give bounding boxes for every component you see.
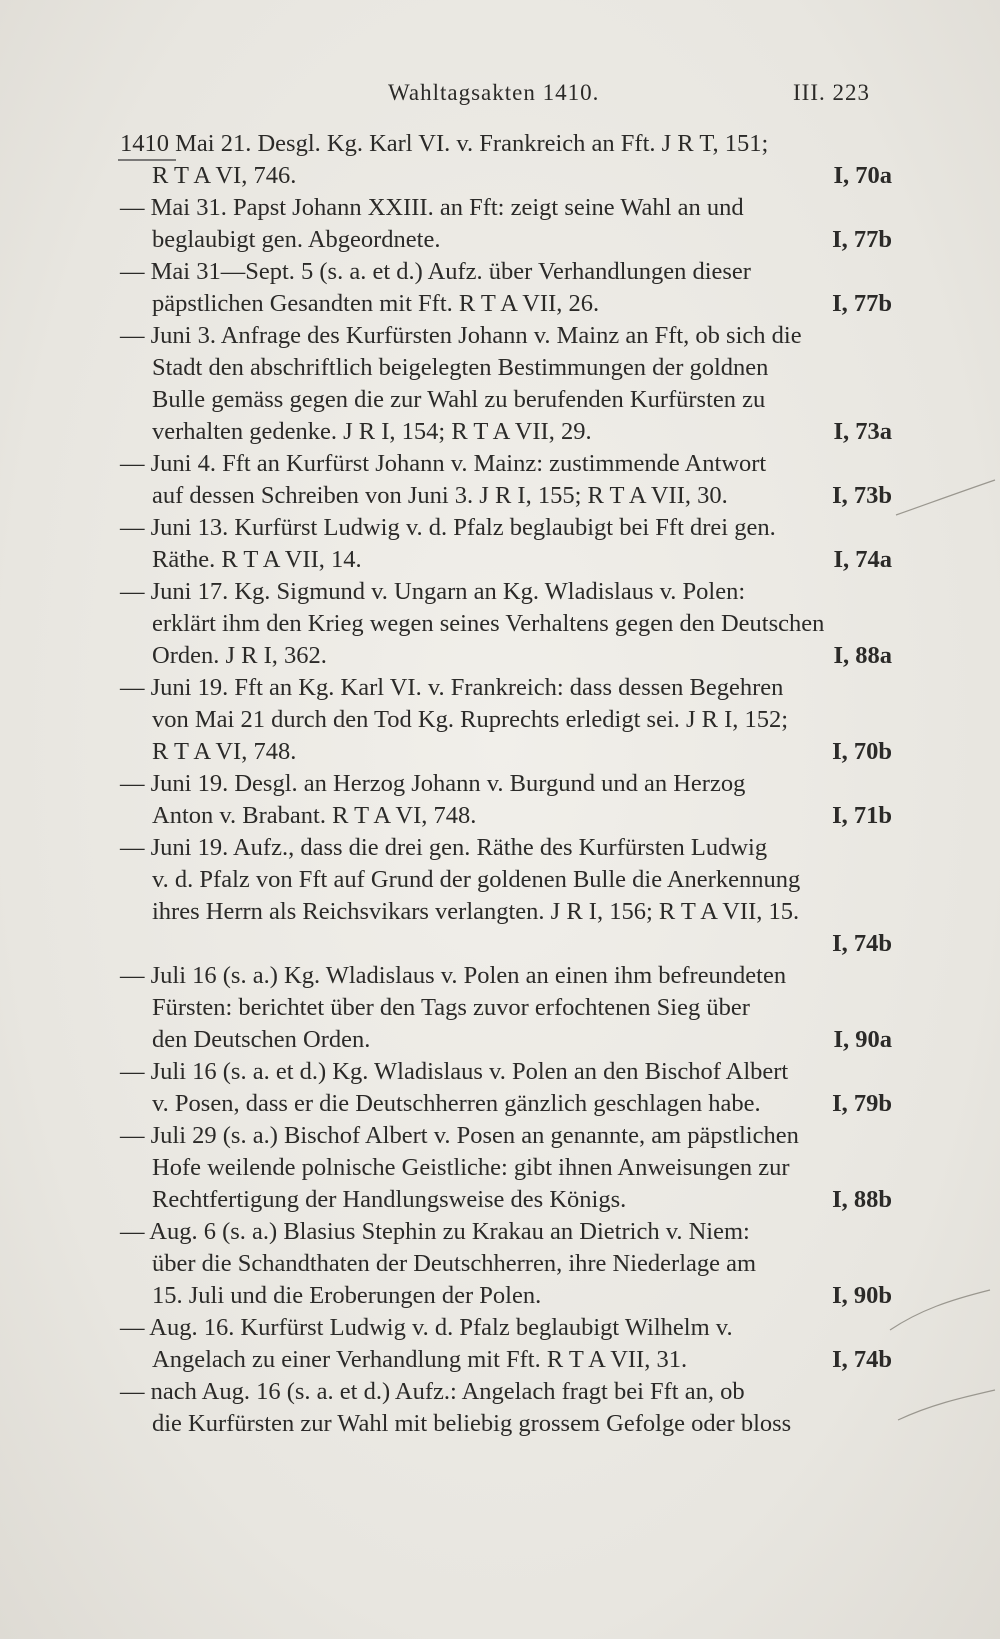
pencil-stroke (896, 480, 995, 515)
folio-reference: I, 74b (832, 930, 892, 957)
entry-continuation-line (120, 160, 900, 192)
entry-continuation-line (120, 1184, 900, 1216)
entry-text: — Juni 17. Kg. Sigmund v. Ungarn an Kg. Wladislaus v. Polen: (120, 578, 746, 605)
folio-reference: I, 79b (832, 1090, 892, 1117)
entry-continuation-line (120, 384, 900, 416)
entry-continuation-line (120, 896, 900, 928)
folio-reference: I, 70a (833, 162, 892, 189)
entry-first-line (120, 512, 900, 544)
calendar-entry (120, 960, 900, 1056)
entry-text: 15. Juli und die Eroberungen der Polen. (152, 1282, 542, 1309)
entry-text: — Mai 31—Sept. 5 (s. a. et d.) Aufz. über Verhandlungen dieser (120, 258, 751, 285)
calendar-entry (120, 768, 900, 832)
entry-text: v. d. Pfalz von Fft auf Grund der goldenen Bulle die Anerkennung (152, 866, 801, 893)
entry-text: v. Posen, dass er die Deutschherren gänzlich geschlagen habe. (152, 1090, 761, 1117)
folio-reference: I, 74b (832, 1346, 892, 1373)
entry-continuation-line (120, 1152, 900, 1184)
entry-first-line (120, 1312, 900, 1344)
entry-continuation-line (120, 1248, 900, 1280)
entry-text: Stadt den abschriftlich beigelegten Bestimmungen der goldnen (152, 354, 769, 381)
calendar-entry (120, 832, 900, 960)
entry-text: — Aug. 6 (s. a.) Blasius Stephin zu Krakau an Dietrich v. Niem: (120, 1218, 750, 1245)
entry-first-line (120, 832, 900, 864)
entry-text: R T A VI, 748. (152, 738, 297, 765)
entry-continuation-line (120, 736, 900, 768)
folio-reference: I, 71b (832, 802, 892, 829)
entry-continuation-line (120, 288, 900, 320)
entry-first-line (120, 576, 900, 608)
entry-continuation-line (120, 224, 900, 256)
entry-continuation-line (120, 800, 900, 832)
entry-text: — nach Aug. 16 (s. a. et d.) Aufz.: Angelach fragt bei Fft an, ob (120, 1378, 745, 1405)
entry-text: auf dessen Schreiben von Juni 3. J R I, 155; R T A VII, 30. (152, 482, 728, 509)
calendar-entry (120, 448, 900, 512)
entry-text: erklärt ihm den Krieg wegen seines Verhaltens gegen den Deutschen (152, 610, 825, 637)
folio-reference: I, 88a (833, 642, 892, 669)
entry-continuation-line (120, 352, 900, 384)
entry-first-line (120, 1216, 900, 1248)
entry-text: — Aug. 16. Kurfürst Ludwig v. d. Pfalz beglaubigt Wilhelm v. (120, 1314, 733, 1341)
entry-first-line (120, 672, 900, 704)
calendar-entry (120, 1120, 900, 1216)
entry-continuation-line (120, 480, 900, 512)
entry-text: Orden. J R I, 362. (152, 642, 327, 669)
calendar-entry (120, 320, 900, 448)
calendar-entry (120, 1056, 900, 1120)
entry-text: R T A VI, 746. (152, 162, 297, 189)
entry-text: — Juni 19. Desgl. an Herzog Johann v. Burgund und an Herzog (120, 770, 746, 797)
calendar-entry (120, 256, 900, 320)
entry-text: — Juli 16 (s. a.) Kg. Wladislaus v. Polen an einen ihm befreundeten (120, 962, 787, 989)
entry-continuation-line (120, 1408, 900, 1440)
entry-text: Anton v. Brabant. R T A VI, 748. (152, 802, 477, 829)
pencil-stroke (898, 1390, 995, 1420)
running-header (0, 74, 1000, 110)
entry-text: Fürsten: berichtet über den Tags zuvor erfochtenen Sieg über (152, 994, 750, 1021)
entry-continuation-line (120, 928, 900, 960)
entry-text: 1410 Mai 21. Desgl. Kg. Karl VI. v. Frankreich an Fft. J R T, 151; (120, 130, 769, 157)
entry-continuation-line (120, 1024, 900, 1056)
entry-continuation-line (120, 640, 900, 672)
entry-text: — Juni 19. Fft an Kg. Karl VI. v. Frankreich: dass dessen Begehren (120, 674, 784, 701)
entry-first-line (120, 192, 900, 224)
entry-continuation-line (120, 1280, 900, 1312)
entry-text: — Juni 13. Kurfürst Ludwig v. d. Pfalz beglaubigt bei Fft drei gen. (120, 514, 776, 541)
entry-first-line (120, 320, 900, 352)
entry-text: die Kurfürsten zur Wahl mit beliebig grossem Gefolge oder bloss (152, 1410, 792, 1437)
entry-first-line (120, 1056, 900, 1088)
entry-first-line (120, 1120, 900, 1152)
entry-text: Räthe. R T A VII, 14. (152, 546, 362, 573)
entry-text: beglaubigt gen. Abgeordnete. (152, 226, 441, 253)
folio-reference: I, 74a (833, 546, 892, 573)
page-number: III. 223 (793, 80, 870, 105)
folio-reference: I, 73a (833, 418, 892, 445)
entry-text: über die Schandthaten der Deutschherren, ihre Niederlage am (152, 1250, 757, 1277)
entry-first-line (120, 768, 900, 800)
entry-text: verhalten gedenke. J R I, 154; R T A VII, 29. (152, 418, 592, 445)
entry-text: Bulle gemäss gegen die zur Wahl zu berufenden Kurfürsten zu (152, 386, 766, 413)
folio-reference: I, 88b (832, 1186, 892, 1213)
pencil-stroke (890, 1290, 990, 1330)
calendar-entry (120, 576, 900, 672)
folio-reference: I, 77b (832, 226, 892, 253)
entry-text: — Juli 29 (s. a.) Bischof Albert v. Posen an genannte, am päpstlichen (120, 1122, 799, 1149)
calendar-entry (120, 128, 900, 192)
entry-first-line (120, 128, 900, 160)
entry-first-line (120, 1376, 900, 1408)
folio-reference: I, 77b (832, 290, 892, 317)
entry-text: Rechtfertigung der Handlungsweise des Königs. (152, 1186, 627, 1213)
calendar-entry (120, 1216, 900, 1312)
entry-text: päpstlichen Gesandten mit Fft. R T A VII, 26. (152, 290, 600, 317)
calendar-entry (120, 672, 900, 768)
calendar-entries (120, 128, 900, 1440)
entry-continuation-line (120, 416, 900, 448)
entry-first-line (120, 256, 900, 288)
entry-text: von Mai 21 durch den Tod Kg. Ruprechts erledigt sei. J R I, 152; (152, 706, 789, 733)
entry-continuation-line (120, 608, 900, 640)
entry-text: — Juni 19. Aufz., dass die drei gen. Räthe des Kurfürsten Ludwig (120, 834, 768, 861)
folio-reference: I, 90b (832, 1282, 892, 1309)
entry-text: Angelach zu einer Verhandlung mit Fft. R T A VII, 31. (152, 1346, 688, 1373)
folio-reference: I, 90a (833, 1026, 892, 1053)
entry-continuation-line (120, 992, 900, 1024)
entry-text: — Mai 31. Papst Johann XXIII. an Fft: zeigt seine Wahl an und (120, 194, 744, 221)
calendar-entry (120, 1376, 900, 1440)
entry-continuation-line (120, 864, 900, 896)
calendar-entry (120, 512, 900, 576)
entry-continuation-line (120, 544, 900, 576)
header-title: Wahltagsakten 1410. (388, 80, 600, 105)
entry-continuation-line (120, 1344, 900, 1376)
entry-text: Hofe weilende polnische Geistliche: gibt ihnen Anweisungen zur (152, 1154, 790, 1181)
entry-first-line (120, 960, 900, 992)
entry-continuation-line (120, 1088, 900, 1120)
entry-text: — Juni 3. Anfrage des Kurfürsten Johann v. Mainz an Fft, ob sich die (120, 322, 802, 349)
calendar-entry (120, 192, 900, 256)
entry-text: — Juni 4. Fft an Kurfürst Johann v. Mainz: zustimmende Antwort (120, 450, 767, 477)
folio-reference: I, 73b (832, 482, 892, 509)
entry-first-line (120, 448, 900, 480)
entry-continuation-line (120, 704, 900, 736)
entry-text: ihres Herrn als Reichsvikars verlangten. J R I, 156; R T A VII, 15. (152, 898, 800, 925)
entry-text: — Juli 16 (s. a. et d.) Kg. Wladislaus v. Polen an den Bischof Albert (120, 1058, 789, 1085)
folio-reference: I, 70b (832, 738, 892, 765)
calendar-entry (120, 1312, 900, 1376)
entry-text: den Deutschen Orden. (152, 1026, 371, 1053)
